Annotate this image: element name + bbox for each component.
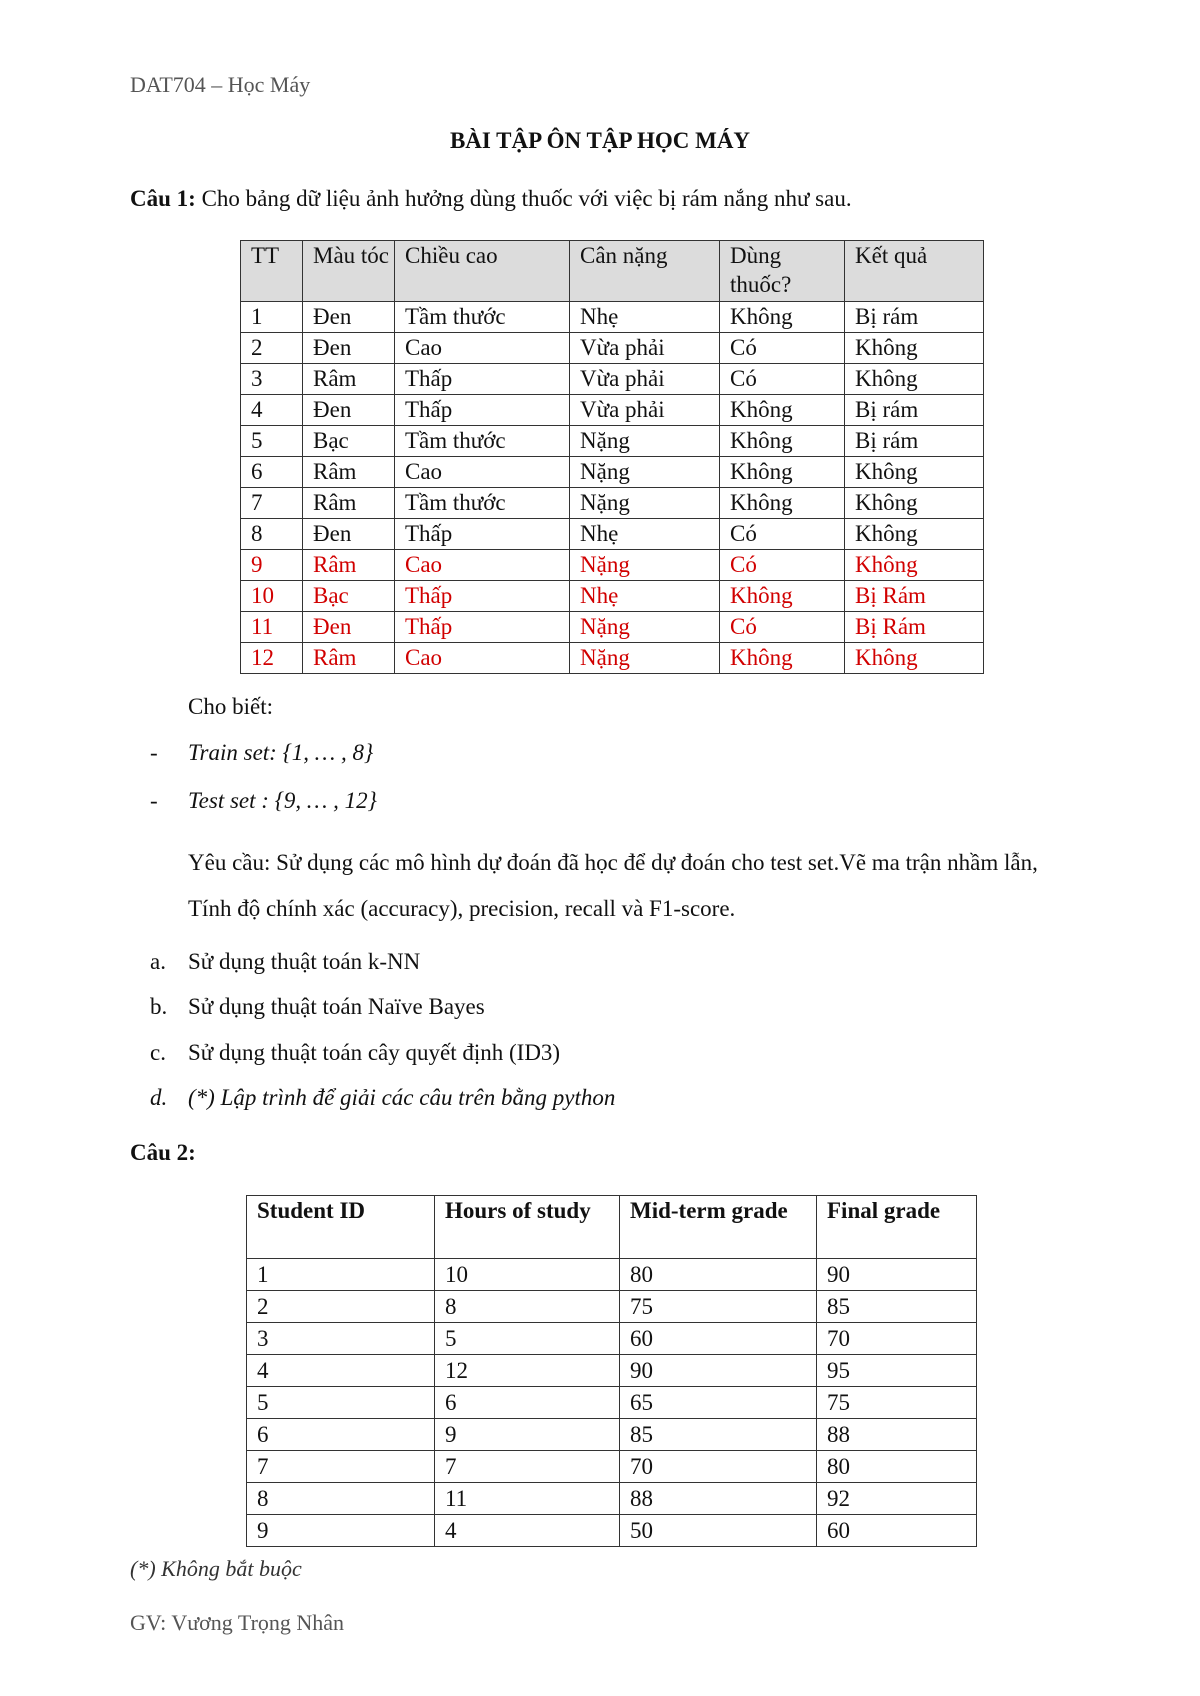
table-cell: Cao [395, 333, 570, 364]
table-row [247, 1515, 977, 1547]
column-header: Màu tóc [303, 241, 395, 302]
table-cell: 7 [247, 1451, 435, 1483]
question-1-text: Cho bảng dữ liệu ảnh hưởng dùng thuốc với việc bị rám nắng như sau. [195, 186, 852, 211]
table-cell: 92 [817, 1483, 977, 1515]
table-row [241, 643, 984, 674]
sub-item-label: c. [150, 1040, 166, 1065]
column-header: Final grade [817, 1196, 977, 1259]
question-1-label: Câu 1: [130, 186, 196, 211]
table-cell: Râm [303, 488, 395, 519]
table-cell: 4 [435, 1515, 620, 1547]
column-header: Chiều cao [395, 241, 570, 302]
table-cell: Tầm thước [395, 302, 570, 333]
table-cell: 5 [241, 426, 303, 457]
table-row [247, 1483, 977, 1515]
table-header-row [241, 241, 984, 302]
table-cell: 8 [247, 1483, 435, 1515]
table-cell: 60 [620, 1323, 817, 1355]
sunburn-data-table [240, 240, 984, 674]
table-cell: Bị rám [845, 302, 984, 333]
table-cell: Tầm thước [395, 488, 570, 519]
table-cell: 10 [435, 1259, 620, 1291]
table-cell: Nặng [570, 612, 720, 643]
table-row [241, 364, 984, 395]
table-cell: Cao [395, 643, 570, 674]
table-cell: 6 [435, 1387, 620, 1419]
table-row [241, 550, 984, 581]
table-cell: Nặng [570, 488, 720, 519]
table-cell: 75 [620, 1291, 817, 1323]
table-cell: 70 [620, 1451, 817, 1483]
table-cell: 3 [247, 1323, 435, 1355]
table-cell: 4 [247, 1355, 435, 1387]
table-cell: Thấp [395, 581, 570, 612]
table-cell: 4 [241, 395, 303, 426]
table-cell: Không [845, 550, 984, 581]
table-cell: 95 [817, 1355, 977, 1387]
table-cell: Nhẹ [570, 581, 720, 612]
sub-item-label: b. [150, 994, 168, 1019]
table-cell: Cao [395, 550, 570, 581]
table-cell: 5 [435, 1323, 620, 1355]
table-cell: Đen [303, 519, 395, 550]
column-header: Dùng thuốc? [720, 241, 845, 302]
table-cell: 70 [817, 1323, 977, 1355]
table-cell: Thấp [395, 364, 570, 395]
table-row [241, 302, 984, 333]
table-row [241, 488, 984, 519]
table-cell: Bạc [303, 581, 395, 612]
table-cell: 80 [817, 1451, 977, 1483]
table-cell: Vừa phải [570, 364, 720, 395]
dash-bullet: - [150, 740, 158, 765]
table-cell: Thấp [395, 395, 570, 426]
table-row [247, 1323, 977, 1355]
table-row [241, 426, 984, 457]
table-cell: 88 [620, 1483, 817, 1515]
table-cell: Nặng [570, 457, 720, 488]
table-cell: 50 [620, 1515, 817, 1547]
table-cell: Đen [303, 302, 395, 333]
requirement-text: Yêu cầu: Sử dụng các mô hình dự đoán đã học để dự đoán cho test set.Vẽ ma trận nhầm lẫn, Tính độ chính xác (accuracy), precision, recall và F1-score. [188, 850, 1038, 921]
page-header: DAT704 – Học Máy [130, 72, 311, 97]
table-cell: Đen [303, 395, 395, 426]
table-cell: 1 [241, 302, 303, 333]
table-cell: Râm [303, 643, 395, 674]
table-cell: Vừa phải [570, 395, 720, 426]
table-cell: Có [720, 333, 845, 364]
table-cell: 12 [241, 643, 303, 674]
table-cell: 2 [241, 333, 303, 364]
table-cell: Thấp [395, 612, 570, 643]
table-cell: Vừa phải [570, 333, 720, 364]
table-cell: Có [720, 364, 845, 395]
table-row [247, 1259, 977, 1291]
table-cell: 11 [435, 1483, 620, 1515]
table-cell: 65 [620, 1387, 817, 1419]
table-cell: Đen [303, 333, 395, 364]
table-cell: Có [720, 612, 845, 643]
table-cell: Nặng [570, 550, 720, 581]
table-row [247, 1355, 977, 1387]
table-cell: Không [720, 426, 845, 457]
table-cell: Nặng [570, 426, 720, 457]
sub-item-c [150, 1040, 560, 1066]
table-row [241, 519, 984, 550]
table-cell: Bị Rám [845, 581, 984, 612]
table-cell: Cao [395, 457, 570, 488]
sub-item-text: Sử dụng thuật toán k-NN [188, 949, 421, 974]
sub-item-text: (*) Lập trình để giải các câu trên bằng python [188, 1085, 616, 1110]
table-cell: 80 [620, 1259, 817, 1291]
table-cell: 11 [241, 612, 303, 643]
footnote: (*) Không bắt buộc [130, 1556, 302, 1581]
test-set-item [150, 788, 377, 814]
table-cell: 60 [817, 1515, 977, 1547]
table-cell: 9 [241, 550, 303, 581]
table-cell: 3 [241, 364, 303, 395]
table-cell: 1 [247, 1259, 435, 1291]
table-cell: 85 [620, 1419, 817, 1451]
table-cell: Không [720, 581, 845, 612]
table-cell: 5 [247, 1387, 435, 1419]
table-cell: Đen [303, 612, 395, 643]
table-cell: 8 [435, 1291, 620, 1323]
table-cell: 75 [817, 1387, 977, 1419]
table-cell: Tầm thước [395, 426, 570, 457]
table-cell: 88 [817, 1419, 977, 1451]
column-header: Cân nặng [570, 241, 720, 302]
train-set-item [150, 740, 373, 766]
table-cell: Không [720, 302, 845, 333]
table-cell: Không [845, 488, 984, 519]
table-row [241, 333, 984, 364]
table-cell: Không [845, 519, 984, 550]
sub-item-text: Sử dụng thuật toán cây quyết định (ID3) [188, 1040, 561, 1065]
table-cell: 6 [247, 1419, 435, 1451]
table-cell: Có [720, 550, 845, 581]
table-cell: 2 [247, 1291, 435, 1323]
table-cell: 8 [241, 519, 303, 550]
table-row [241, 395, 984, 426]
table-cell: Không [720, 488, 845, 519]
table-cell: Không [720, 643, 845, 674]
table-cell: Nhẹ [570, 519, 720, 550]
table-cell: Nặng [570, 643, 720, 674]
sub-item-text: Sử dụng thuật toán Naïve Bayes [188, 994, 485, 1019]
question-2-label: Câu 2: [130, 1140, 196, 1165]
table-row [247, 1451, 977, 1483]
table-cell: 7 [241, 488, 303, 519]
table-cell: Râm [303, 457, 395, 488]
column-header: TT [241, 241, 303, 302]
question-1-intro [130, 186, 852, 212]
column-header: Kết quả [845, 241, 984, 302]
table-cell: Không [845, 643, 984, 674]
table-cell: Không [720, 395, 845, 426]
table-cell: Bạc [303, 426, 395, 457]
table-row [241, 581, 984, 612]
dash-bullet: - [150, 788, 158, 813]
table-row [247, 1387, 977, 1419]
table-cell: Thấp [395, 519, 570, 550]
page-footer: GV: Vương Trọng Nhân [130, 1610, 345, 1635]
sub-item-b [150, 994, 485, 1020]
table-cell: Bị rám [845, 426, 984, 457]
column-header: Student ID [247, 1196, 435, 1259]
table-cell: 9 [435, 1419, 620, 1451]
column-header: Mid-term grade [620, 1196, 817, 1259]
train-set-text: Train set: {1, … , 8} [188, 740, 374, 765]
table-cell: Bị Rám [845, 612, 984, 643]
table-cell: 6 [241, 457, 303, 488]
document-title: BÀI TẬP ÔN TẬP HỌC MÁY [449, 128, 751, 153]
table-cell: 85 [817, 1291, 977, 1323]
table-cell: Nhẹ [570, 302, 720, 333]
table-cell: 7 [435, 1451, 620, 1483]
column-header: Hours of study [435, 1196, 620, 1259]
table-cell: Không [845, 364, 984, 395]
table-cell: Có [720, 519, 845, 550]
table-cell: Râm [303, 364, 395, 395]
table-row [241, 612, 984, 643]
table-row [241, 457, 984, 488]
test-set-text: Test set : {9, … , 12} [188, 788, 377, 813]
sub-item-a [150, 949, 420, 975]
table-cell: Râm [303, 550, 395, 581]
sub-item-label: a. [150, 949, 166, 974]
student-grades-table [246, 1195, 977, 1547]
table-cell: 10 [241, 581, 303, 612]
given-label: Cho biết: [188, 694, 273, 719]
sub-item-d [150, 1085, 615, 1111]
table-cell: 90 [620, 1355, 817, 1387]
table-cell: Không [720, 457, 845, 488]
table-cell: 12 [435, 1355, 620, 1387]
table-row [247, 1291, 977, 1323]
sub-item-label: d. [150, 1085, 168, 1110]
table-cell: Không [845, 333, 984, 364]
table-cell: Bị rám [845, 395, 984, 426]
table-cell: 90 [817, 1259, 977, 1291]
table-cell: 9 [247, 1515, 435, 1547]
table-cell: Không [845, 457, 984, 488]
table-row [247, 1419, 977, 1451]
table-header-row [247, 1196, 977, 1259]
